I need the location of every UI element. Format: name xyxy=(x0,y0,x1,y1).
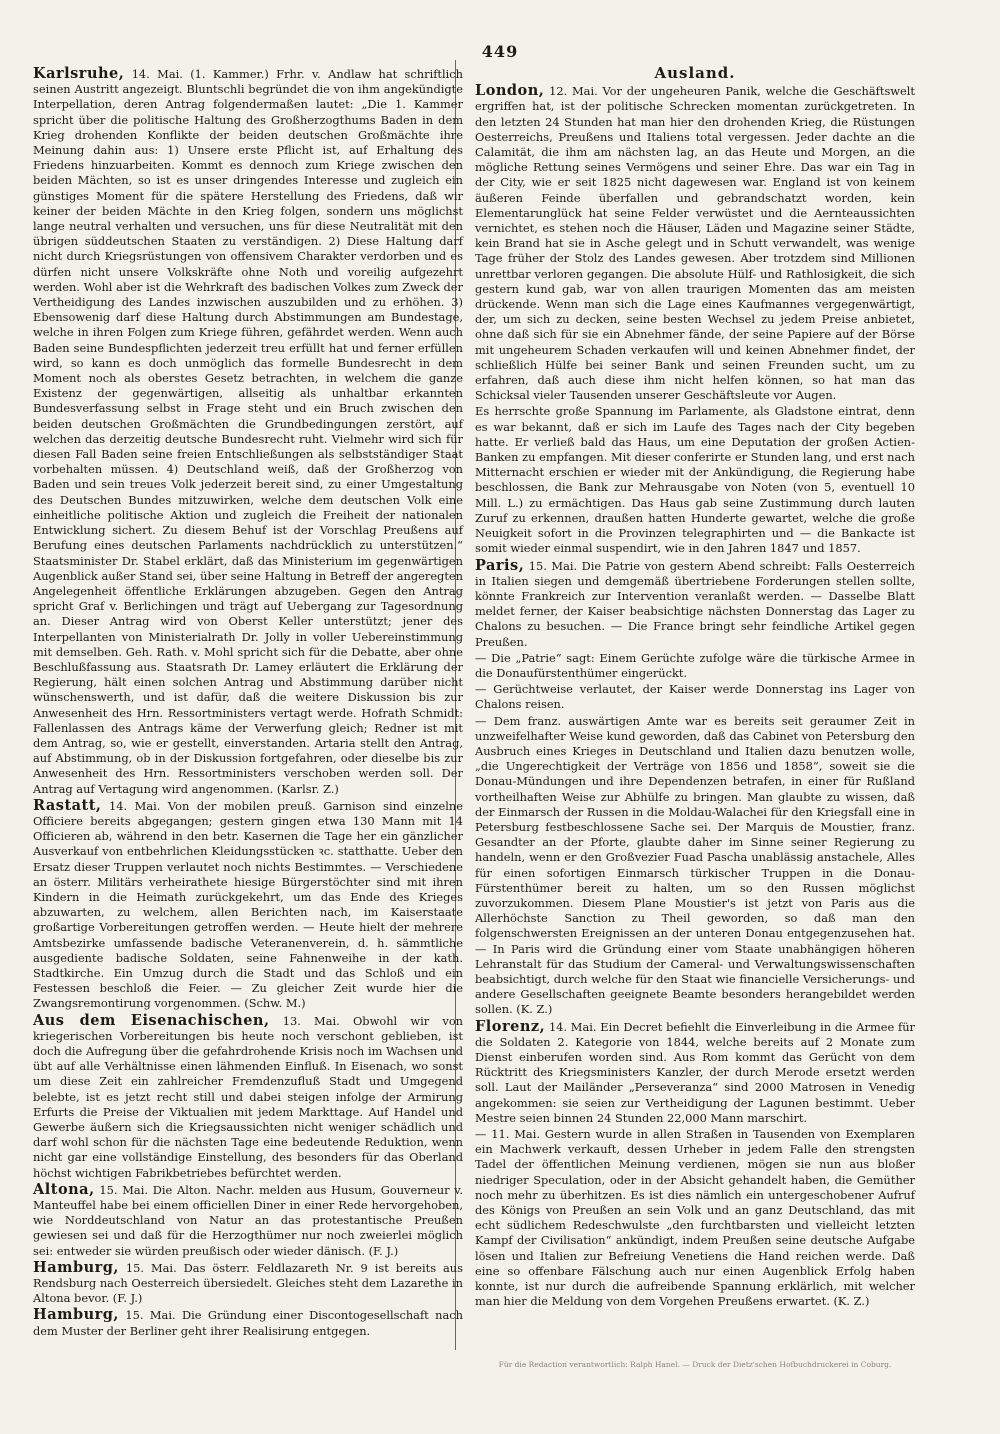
section-heading-ausland: Ausland. xyxy=(654,64,736,82)
article-florenz xyxy=(475,1019,915,1126)
article-text: 15. Mai. Die Gründung einer Discontogesellschaft nach dem Muster der Berliner geht ihrer Realisirung entgegen. xyxy=(33,1308,463,1338)
dateline: Aus dem Eisenachischen, xyxy=(33,1011,270,1029)
dateline: Hamburg, xyxy=(33,1306,119,1324)
article-paris-patrie xyxy=(475,651,915,681)
imprint-footer: Für die Redaction verantwortlich: Ralph Hanel. — Druck der Dietz'schen Hofbuchdruckerei in Coburg. xyxy=(498,1360,892,1369)
article-text: Es herrschte große Spannung im Parlamente, als Gladstone eintrat, denn es war bekannt, daß er sich im Laufe des Tages nach der City begeben hatte. Er verließ bald das Haus, um eine Deputation der großen Actien-Banken zu empfangen. Mit dieser conferirte er Stunden lang, und erst nach Mitternacht erschien er wieder mit der Ankündigung, die Regierung habe beschlossen, die Bank zur Mehrausgabe von Noten (von 5, eventuell 10 Mill. L.) zu ermächtigen. Das Haus gab seine Zustimmung durch lauten Zuruf zu erkennen, draußen hatten Hunderte gewartet, welche die große Neuigkeit sofort in die Provinzen telegraphirten und — die Bankacte ist somit wieder einmal suspendirt, wie in den Jahren 1847 und 1857. xyxy=(475,404,915,556)
article-text: 12. Mai. Vor der ungeheuren Panik, welche die Geschäftswelt ergriffen hat, ist der politische Schrecken momentan zurückgetreten. In den letzten 24 Stunden hat man hier den drohenden Krieg, die Rüstungen Oesterreichs, Preußens und Italiens total vergessen. Jeder dachte an die Calamität, die ihm am nächsten lag, an das Heute und Morgen, an die mögliche Rettung seines Vermögens und seiner Ehre. Das war ein Tag in der City, wie er seit 1825 nicht dagewesen war. England ist von keinem äußeren Feinde überfallen und gebrandschatzt worden, kein Elementarunglück hat seine Felder verwüstet und die Aernteaussichten vernichtet, es stehen noch die Häuser, Läden und Magazine seiner Städte, kein Brand hat sie in Asche gelegt und in Schutt verwandelt, was wenige Tage früher der Stolz des Landes gewesen. Aber trotzdem sind Millionen unrettbar verloren gegangen. Die absolute Hülf- und Rathlosigkeit, die sich gestern kund gab, war von allen traurigen Momenten das am meisten drückende. Wenn man sich die Lage eines Kaufmannes vergegenwärtigt, der, um sich zu decken, seine besten Wechsel zu jedem Preise anbietet, ohne daß sich für sie ein Abnehmer fände, der seine Papiere auf der Börse mit ungeheurem Schaden verkaufen will und keinen Abnehmer findet, der schließlich Hülfe bei seiner Bank und seinen Freunden sucht, um zu erfahren, daß auch diese ihm nicht helfen können, so hat man das Schicksal vieler Tausenden unserer Geschäftsleute vor Augen. xyxy=(475,84,915,403)
dateline: Paris, xyxy=(475,556,525,574)
article-eisenach xyxy=(33,1013,463,1181)
article-text: 15. Mai. Das österr. Feldlazareth Nr. 9 ist bereits aus Rendsburg nach Oesterreich übersiedelt. Gleiches steht dem Lazarethe in Altona bevor. (F. J.) xyxy=(33,1260,463,1306)
article-text: 15. Mai. Die Alton. Nachr. melden aus Husum, Gouverneur v. Manteuffel habe bei einem officiellen Diner in einer Rede hervorgehoben, wie Norddeutschland von Natur an das protestantische Preußen gewiesen sei und daß für die Herzogthümer nur noch zweierlei möglich sei: entweder sie würden preußisch oder wieder dänisch. (F. J.) xyxy=(33,1182,464,1258)
article-text: — Gerüchtweise verlautet, der Kaiser werde Donnerstag ins Lager von Chalons reisen. xyxy=(475,682,915,712)
article-hamburg-1 xyxy=(33,1260,463,1307)
dateline: London, xyxy=(475,82,545,100)
article-text: 13. Mai. Obwohl wir von kriegerischen Vorbereitungen bis heute noch verschont geblieben, ist doch die Aufregung über die gefahrdrohende Krisis noch im Wachsen und übt auf alle Verhältnisse einen lähmenden Einfluß. In Eisenach, wo sonst um diese Zeit ein zahlreicher Fremdenzufluß Stadt und Umgegend belebte, ist es jetzt recht still und dabei steigen infolge der Armirung Erfurts die Preise der Viktualien mit jedem Markttage. Auf Handel und Gewerbe äußern sich die Kriegsaussichten nicht weniger schädlich und darf wohl schon für die nächsten Tage eine bedeutende Reduktion, wenn nicht gar eine vollständige Einstellung, des besonders für das Oberland höchst wichtigen Fabrikbetriebes befürchtet werden. xyxy=(33,1013,464,1180)
dateline: Altona, xyxy=(33,1180,95,1198)
dateline: Hamburg, xyxy=(33,1258,119,1276)
article-hamburg-2 xyxy=(33,1307,463,1338)
article-paris-danube xyxy=(475,714,915,1018)
article-text: — Die „Patrie“ sagt: Einem Gerüchte zufolge wäre die türkische Armee in die Donaufürstenthümer eingerückt. xyxy=(475,650,915,680)
article-london xyxy=(475,83,915,403)
article-florenz-11 xyxy=(475,1127,915,1309)
page-number: 449 xyxy=(481,42,519,61)
right-column xyxy=(475,66,915,1309)
dateline: Karlsruhe, xyxy=(33,65,125,82)
article-karlsruhe xyxy=(33,66,463,797)
article-altona xyxy=(33,1182,463,1259)
article-text: 14. Mai. (1. Kammer.) Frhr. v. Andlaw hat schriftlich seinen Austritt angezeigt. Bluntschli begründet die von ihm angekündigte Interpellation, deren Antrag folgendermaßen lautet: „Die 1. Kammer spricht über die politische Haltung des Großherzogthums Baden in dem Krieg drohenden Konflikte der beiden deutschen Großmächte ihre Meinung dahin aus: 1) Unsere erste Pflicht ist, auf Erhaltung des Friedens hinzuarbeiten. Kommt es dennoch zum Kriege zwischen den beiden Mächten, so ist es unser dringendes Interesse und zugleich ein günstiges Moment für die spätere Herstellung des Friedens, daß wir keiner der beiden Mächte in den Krieg folgen, sondern uns möglichst lange neutral verhalten und versuchen, uns für diese Neutralität mit den übrigen süddeutschen Staaten zu verständigen. 2) Diese Haltung darf nicht durch Kriegsrüstungen von offensivem Charakter verdorben und es dürfen nicht unsere Volkskräfte ohne Noth und voreilig aufgezehrt werden. Wohl aber ist die Wehrkraft des badischen Volkes zum Zweck der Vertheidigung des Landes inzwischen auszubilden und zu erhöhen. 3) Ebensowenig darf diese Haltung durch Abstimmungen am Bundestage, welche in ihren Folgen zum Kriege führen, gefährdet werden. Wenn auch Baden seine Bundespflichten jederzeit treu erfüllt hat und ferner erfüllen wird, so kann es doch unmöglich das formelle Bundesrecht in dem Moment noch als oberstes Gesetz betrachten, in welchem die ganze Existenz der gegenwärtigen, allseitig als unhaltbar erkannten Bundesverfassung selbst in Frage steht und ein Bruch zwischen den beiden deutschen Großmächten die Grundbedingungen zerstört, auf welchen das derzeitig deutsche Bundesrecht ruht. Vielmehr wird sich für diesen Fall Baden seine freien Entschließungen als selbstständiger Staat vorbehalten müssen. 4) Deutschland weiß, daß der Großherzog von Baden und sein treues Volk jederzeit bereit sind, zu einer Umgestaltung des Deutschen Bundes mitzuwirken, welche dem deutschen Volk eine einheitliche politische Aktion und zugleich die Freiheit der nationalen Entwicklung sichert. Zu diesem Behuf ist der Vorschlag Preußens auf Berufung eines deutschen Parlaments nachdrücklich zu unterstützen.“ Staatsminister Dr. Stabel erklärt, daß das Ministerium im gegenwärtigen Augenblick außer Stand sei, über seine Haltung in Betreff der angeregten Angelegenheit öffentliche Erklärungen abzugeben. Gegen den Antrag spricht Graf v. Berlichingen und trägt auf Uebergang zur Tagesordnung an. Dieser Antrag wird von Oberst Keller unterstützt; jener des Interpellanten von Ministerialrath Dr. Jolly in voller Uebereinstimmung mit demselben. Geh. Rath. v. Mohl spricht sich für die Debatte, aber ohne Beschlußfassung aus. Staatsrath Dr. Lamey erläutert die Erklärung der Regierung, hält einen solchen Antrag und Abstimmung darüber nicht wünschenswerth, und ist dafür, daß die weitere Diskussion bis zur Anwesenheit des Hrn. Ressortministers vertagt werde. Hofrath Schmidt: Fallenlassen des Antrags käme der Verwerfung gleich; Redner ist mit dem Antrag, so, wie er gestellt, einverstanden. Artaria stellt den Antrag, auf Abstimmung, ob in der Diskussion fortgefahren, oder dieselbe bis zur Anwesenheit des Hrn. Ressortministers verschoben werden soll. Der Antrag auf Vertagung wird angenommen. (Karlsr. Z.) xyxy=(33,67,464,796)
left-column xyxy=(33,66,463,1339)
article-london-parliament xyxy=(475,404,915,556)
article-text: — 11. Mai. Gestern wurde in allen Straßen in Tausenden von Exemplaren ein Machwerk verkauft, dessen Urheber in jedem Falle den strengsten Tadel der öffentlichen Meinung verdienen, mögen sie nun aus bloßer niedriger Speculation, oder in der Absicht gehandelt haben, die Gemüther noch mehr zu überhitzen. Es ist dies nämlich ein untergeschobener Aufruf des Königs von Preußen an sein Volk und an ganz Deutschland, das mit echt südlichem Redeschwulste „den furchtbarsten und vielleicht letzten Kampf der Civilisation“ ankündigt, indem Preußen seine deutsche Aufgabe lösen und Italien zur Befreiung Venetiens die Hand reichen werde. Daß eine so offenbare Fälschung auch nur einen Augenblick Erfolg haben konnte, ist nur durch die aufreibende Spannung erklärlich, mit welcher man hier die Meldung von dem Vorgehen Preußens erwartet. (K. Z.) xyxy=(475,1127,915,1309)
article-text: 15. Mai. Die Patrie von gestern Abend schreibt: Falls Oesterreich in Italien siegen und demgemäß übertriebene Forderungen stellen sollte, könnte Frankreich zur Intervention veranlaßt werden. — Dasselbe Blatt meldet ferner, der Kaiser beabsichtige nächsten Donnerstag das Lager zu Chalons zu besuchen. — Die France bringt sehr feindliche Artikel gegen Preußen. xyxy=(475,558,915,649)
article-rastatt xyxy=(33,798,463,1012)
article-text: 14. Mai. Von der mobilen preuß. Garnison sind einzelne Officiere bereits abgegangen; gestern gingen etwa 130 Mann mit 14 Officieren ab, während in den betr. Kasernen die Tage her ein gänzlicher Ausverkauf von entbehrlichen Kleidungsstücken ꝛc. statthatte. Ueber den Ersatz dieser Truppen verlautet noch nichts Bestimmtes. — Verschiedene an österr. Militärs verheirathete hiesige Bürgerstöchter sind mit ihren Kindern in die Heimath zurückgekehrt, um das Ende des Krieges abzuwarten, zu welchem, allen Berichten nach, im Kaiserstaate großartige Vorbereitungen getroffen werden. — Heute hielt der mehrere Amtsbezirke umfassende badische Veteranenverein, d. h. sämmtliche ausgediente badische Soldaten, seine Fahnenweihe in der kath. Stadtkirche. Ein Umzug durch die Stadt und das Schloß und ein Festessen beschloß die Feier. — Zu gleicher Zeit wurde hier die Zwangsremontirung vorgenommen. (Schw. M.) xyxy=(33,798,463,1011)
dateline: Rastatt, xyxy=(33,796,102,814)
article-text: — Dem franz. auswärtigen Amte war es bereits seit geraumer Zeit in unzweifelhafter Weise kund geworden, daß das Cabinet von Petersburg den Ausbruch eines Krieges in Deutschland und Italien dazu benutzen wolle, „die Ungerechtigkeit der Verträge von 1856 und 1858“, soweit sie die Donau-Mündungen und ihre Dependenzen betrafen, in einer für Rußland vortheilhaften Weise zur Abhülfe zu bringen. Man glaubte zu wissen, daß der Einmarsch der Russen in die Moldau-Walachei für den Kriegsfall eine in Petersburg festbeschlossene Sache sei. Der Marquis de Moustier, franz. Gesandter an der Pforte, glaubte daher im Sinne seiner Regierung zu handeln, wenn er den Großvezier Fuad Pascha unablässig anstachele, Alles für einen sofortigen Einmarsch türkischer Truppen in die Donau-Fürstenthümer bereit zu halten, um so den Russen möglichst zuvorzukommen. Diesem Plane Moustier's ist jetzt von Paris aus die Allerhöchste Sanction zu Theil geworden, so daß man den folgenschwersten Ereignissen an der unteren Donau entgegenzusehen hat. — In Paris wird die Gründung einer vom Staate unabhängigen höheren Lehranstalt für das Studium der Cameral- und Verwaltungswissenschaften beabsichtigt, durch welche für den Staat wie financielle Versicherungs- und andere Gesellschaften geeignete Beamte besonders herangebildet werden sollen. (K. Z.) xyxy=(475,713,915,1017)
article-paris xyxy=(475,558,915,650)
dateline: Florenz, xyxy=(475,1017,546,1035)
article-paris-rumour xyxy=(475,682,915,712)
article-text: 14. Mai. Ein Decret befiehlt die Einverleibung in die Armee für die Soldaten 2. Kategorie von 1844, welche bereits auf 2 Monate zum Dienst einberufen worden sind. Aus Rom kommt das Gerücht von dem Rücktritt des Kriegsministers Kanzler, der durch Merode ersetzt werden soll. Laut der Mailänder „Perseveranza“ sind 2000 Matrosen in Venedig angekommen: sie seien zur Vertheidigung der Lagunen bestimmt. Ueber Mestre seien binnen 24 Stunden 22,000 Mann marschirt. xyxy=(475,1019,916,1125)
